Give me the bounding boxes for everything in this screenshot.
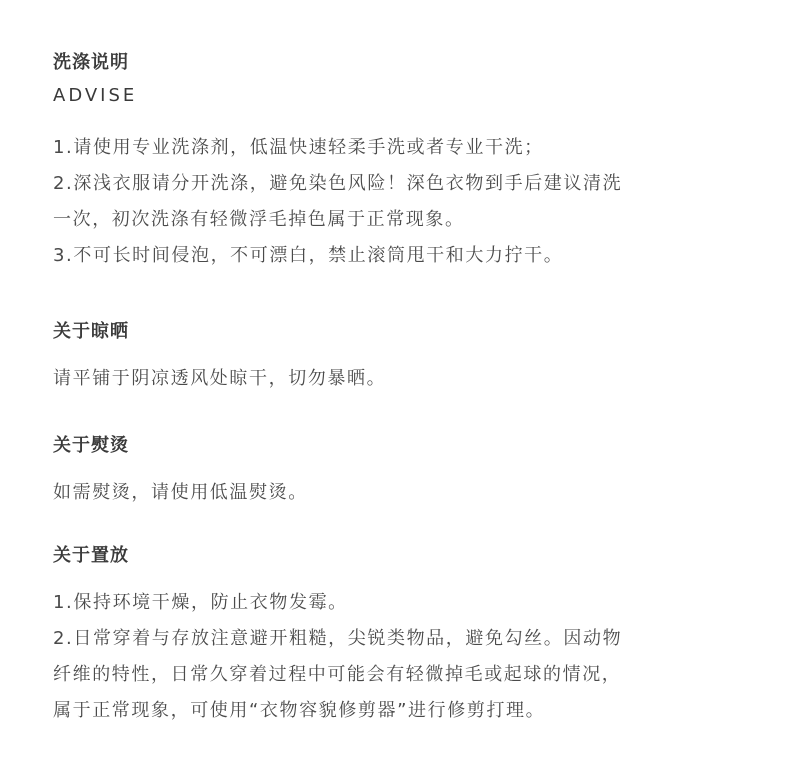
washing-line-1: 1.请使用专业洗涤剂，低温快速轻柔手洗或者专业干洗； — [53, 137, 544, 158]
drying-line-1: 请平铺于阴凉透风处晾干，切勿暴晒。 — [53, 368, 387, 389]
storage-line-1: 1.保持环境干燥，防止衣物发霉。 — [53, 592, 348, 613]
storage-line-3: 纤维的特性，日常久穿着过程中可能会有轻微掉毛或起球的情况， — [53, 664, 622, 685]
drying-title: 关于晾晒 — [53, 321, 129, 342]
ironing-title: 关于熨烫 — [53, 435, 129, 456]
washing-title: 洗涤说明 — [53, 52, 129, 73]
storage-line-4: 属于正常现象，可使用“衣物容貌修剪器”进行修剪打理。 — [53, 700, 546, 721]
storage-title: 关于置放 — [53, 545, 129, 566]
washing-line-4: 3.不可长时间侵泡，不可漂白，禁止滚筒甩干和大力拧干。 — [53, 245, 564, 266]
washing-subtitle: ADVISE — [53, 85, 138, 106]
storage-line-2: 2.日常穿着与存放注意避开粗糙，尖锐类物品，避免勾丝。因动物 — [53, 628, 623, 649]
washing-line-2: 2.深浅衣服请分开洗涤，避免染色风险！深色衣物到手后建议清洗 — [53, 173, 623, 194]
ironing-line-1: 如需熨烫，请使用低温熨烫。 — [53, 482, 308, 503]
washing-line-3: 一次，初次洗涤有轻微浮毛掉色属于正常现象。 — [53, 209, 465, 230]
